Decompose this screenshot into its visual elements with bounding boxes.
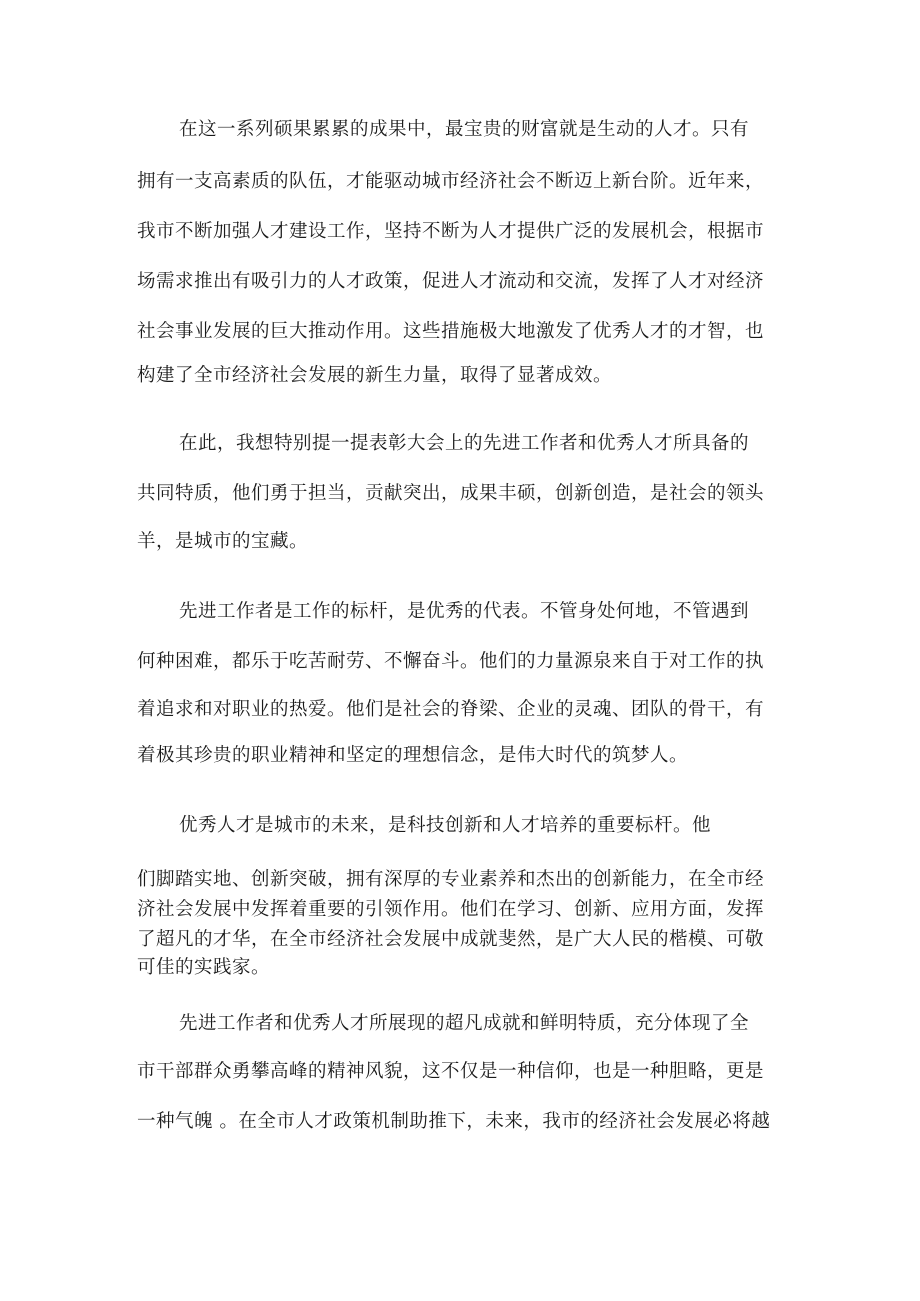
paragraph-3-line-2: 何种困难，都乐于吃苦耐劳、不懈奋斗。他们的力量源泉来自于对工作的执 xyxy=(137,651,765,672)
paragraph-4-line-2: 们脚踏实地、创新突破，拥有深厚的专业素养和杰出的创新能力，在全市经 xyxy=(137,869,765,890)
paragraph-1-line-4: 场需求推出有吸引力的人才政策，促进人才流动和交流，发挥了人才对经济 xyxy=(137,271,765,292)
paragraph-3-line-4: 着极其珍贵的职业精神和坚定的理想信念，是伟大时代的筑梦人。 xyxy=(137,745,689,766)
paragraph-3-line-3: 着追求和对职业的热爱。他们是社会的脊梁、企业的灵魂、团队的骨干，有 xyxy=(137,699,765,720)
paragraph-5-line-2: 市干部群众勇攀高峰的精神风貌，这不仅是一种信仰，也是一种胆略，更是 xyxy=(137,1061,765,1082)
paragraph-4-line-4: 了超凡的才华，在全市经济社会发展中成就斐然，是广大人民的楷模、可敬 xyxy=(137,929,765,950)
paragraph-1-line-2: 拥有一支高素质的队伍，才能驱动城市经济社会不断迈上新台阶。近年来， xyxy=(137,171,765,192)
paragraph-5-line-3: 一种气魄 。在全市人才政策机制助推下，未来，我市的经济社会发展必将越 xyxy=(137,1111,771,1132)
paragraph-1-line-1: 在这一系列硕果累累的成果中，最宝贵的财富就是生动的人才。只有 xyxy=(179,119,750,140)
paragraph-4-line-1: 优秀人才是城市的未来，是科技创新和人才培养的重要标杆。他 xyxy=(179,815,712,836)
paragraph-5-line-1: 先进工作者和优秀人才所展现的超凡成就和鲜明特质，充分体现了全 xyxy=(179,1013,750,1034)
paragraph-1-line-3: 我市不断加强人才建设工作，坚持不断为人才提供广泛的发展机会，根据市 xyxy=(137,221,765,242)
paragraph-4-line-3: 济社会发展中发挥着重要的引领作用。他们在学习、创新、应用方面，发挥 xyxy=(137,899,765,920)
paragraph-4-line-5: 可佳的实践家。 xyxy=(137,957,271,978)
paragraph-2-line-1: 在此，我想特别提一提表彰大会上的先进工作者和优秀人才所具备的 xyxy=(179,433,750,454)
paragraph-1-line-5: 社会事业发展的巨大推动作用。这些措施极大地激发了优秀人才的才智，也 xyxy=(137,321,765,342)
paragraph-2-line-2: 共同特质，他们勇于担当，贡献突出，成果丰硕，创新创造，是社会的领头 xyxy=(137,483,765,504)
paragraph-3-line-1: 先进工作者是工作的标杆，是优秀的代表。不管身处何地，不管遇到 xyxy=(179,601,750,622)
paragraph-1-line-6: 构建了全市经济社会发展的新生力量，取得了显著成效。 xyxy=(137,365,613,386)
paragraph-2-line-3: 羊，是城市的宝藏。 xyxy=(137,531,309,552)
